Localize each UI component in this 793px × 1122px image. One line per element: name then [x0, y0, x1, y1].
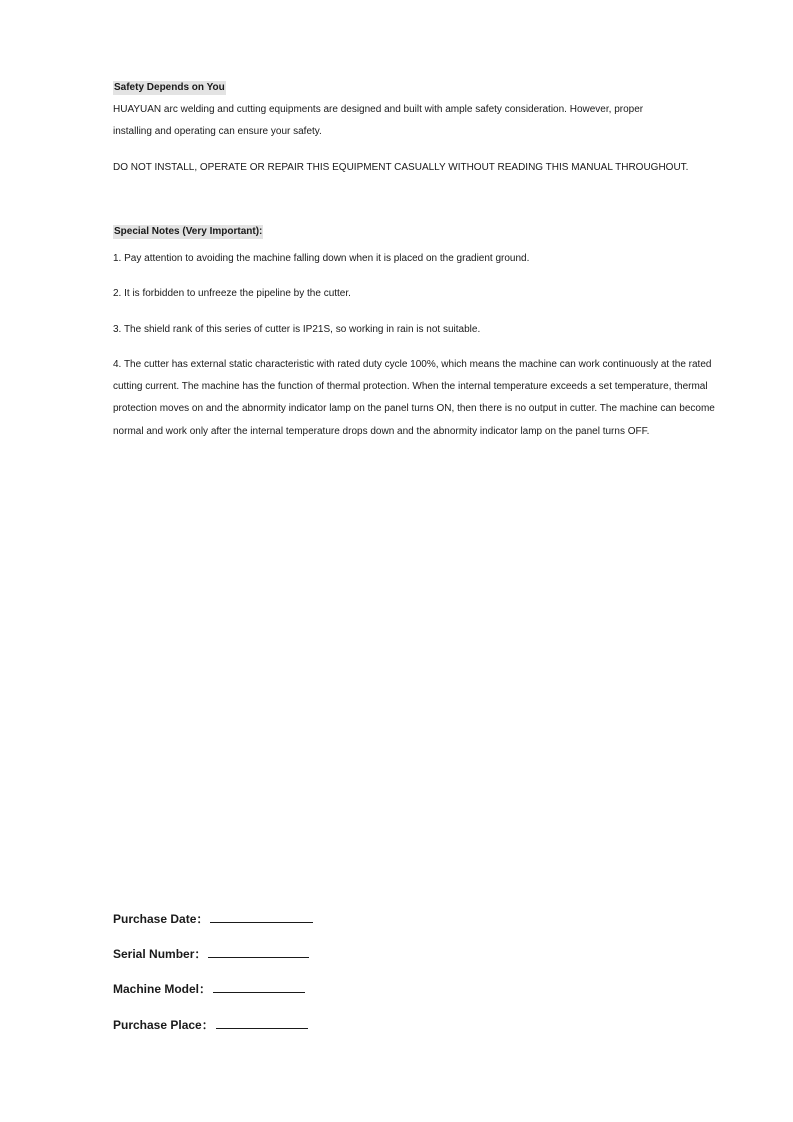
purchase-date-field[interactable]	[113, 910, 313, 927]
special-note-2: 2. It is forbidden to unfreeze the pipeline by the cutter.	[113, 288, 351, 299]
purchase-place-label: Purchase Place：	[113, 1018, 214, 1032]
safety-body-line-2: installing and operating can ensure your safety.	[113, 126, 322, 137]
machine-model-blank[interactable]	[213, 980, 305, 993]
purchase-place-blank[interactable]	[216, 1016, 308, 1029]
special-note-3: 3. The shield rank of this series of cutter is IP21S, so working in rain is not suitable.	[113, 324, 481, 335]
serial-number-label: Serial Number：	[113, 947, 207, 961]
safety-warning: DO NOT INSTALL, OPERATE OR REPAIR THIS EQUIPMENT CASUALLY WITHOUT READING THIS MANUAL THROUGHOUT.	[113, 162, 689, 173]
purchase-date-label: Purchase Date：	[113, 912, 209, 926]
purchase-place-field[interactable]	[113, 1016, 308, 1033]
machine-model-label: Machine Model：	[113, 982, 212, 996]
special-note-1: 1. Pay attention to avoiding the machine falling down when it is placed on the gradient ground.	[113, 253, 530, 264]
purchase-date-blank[interactable]	[210, 910, 313, 923]
machine-model-field[interactable]	[113, 980, 305, 997]
serial-number-blank[interactable]	[208, 945, 309, 958]
safety-body-line-1: HUAYUAN arc welding and cutting equipments are designed and built with ample safety consideration. However, proper	[113, 104, 644, 115]
serial-number-field[interactable]	[113, 945, 309, 962]
special-notes-heading: Special Notes (Very Important):	[114, 226, 263, 237]
safety-heading: Safety Depends on You	[114, 82, 225, 93]
special-note-4: 4. The cutter has external static characteristic with rated duty cycle 100%, which means the machine can work continuously at the rated cutting current. The machine has the function of thermal protection. When the internal temperature exceeds a set temperature, thermal protection moves on and the abnormity indicator lamp on the panel turns ON, then there is no output in cutter. The machine can become normal and work only after the internal temperature drops down and the abnormity indicator lamp on the panel turns OFF.	[113, 359, 715, 437]
